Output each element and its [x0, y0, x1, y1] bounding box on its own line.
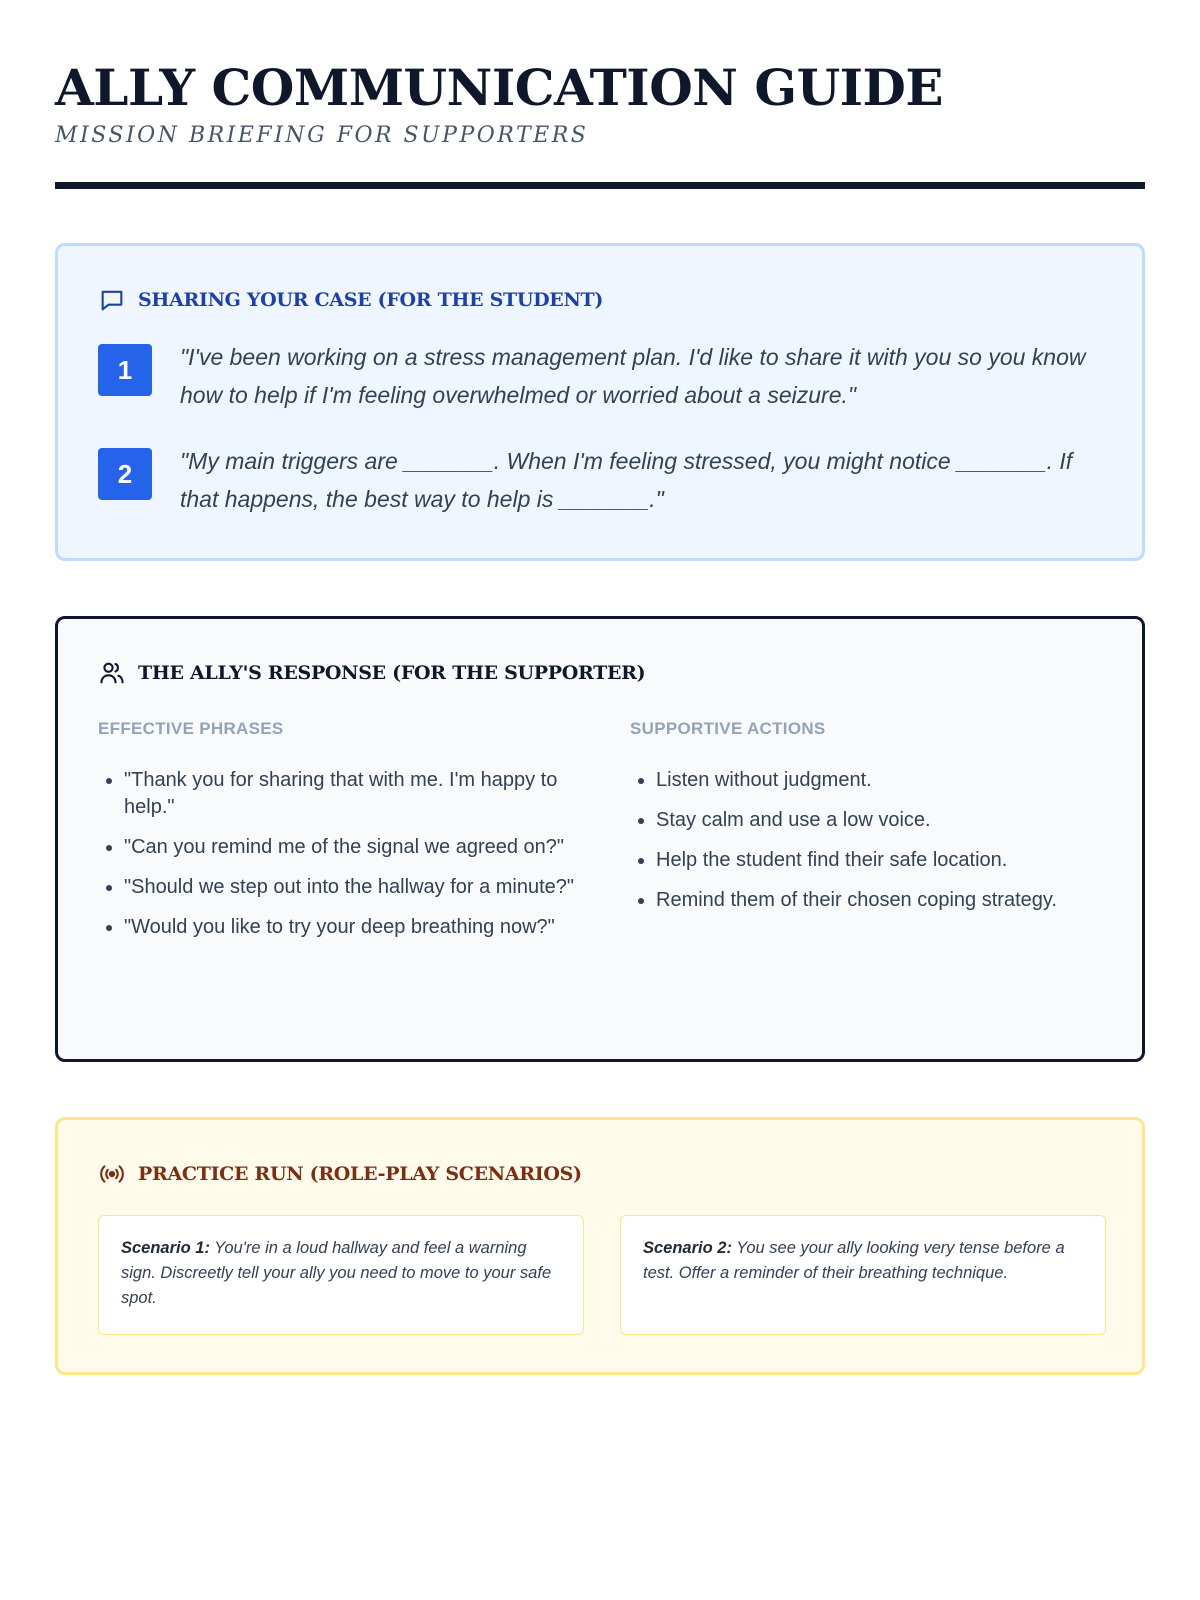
scenario-text: You're in a loud hallway and feel a warning sign. Discreetly tell your ally you need to move to your safe spot. — [121, 1239, 552, 1307]
effective-phrases-heading: EFFECTIVE PHRASES — [98, 719, 284, 738]
effective-phrases-column — [98, 719, 578, 954]
list-item: • Listen without judgment. — [656, 767, 1110, 794]
radio-broadcast-icon — [98, 1160, 126, 1188]
list-item: • Stay calm and use a low voice. — [656, 807, 1110, 834]
scenario-card — [98, 1215, 584, 1335]
scenario-label: Scenario 2: — [643, 1239, 732, 1257]
step-script-text: "My main triggers are _______. When I'm feeling stressed, you might notice _______. If that happens, the best way to help is _______." — [180, 448, 1073, 512]
supportive-actions-list — [630, 767, 1110, 914]
ally-response-card — [55, 616, 1145, 1062]
sharing-step — [98, 338, 1108, 414]
scenario-label: Scenario 1: — [121, 1239, 210, 1257]
sharing-card-title: SHARING YOUR CASE (FOR THE STUDENT) — [138, 289, 604, 311]
step-script-text: "I've been working on a stress management plan. I'd like to share it with you so you know how to help if I'm feeling overwhelmed or worried about a seizure." — [180, 344, 1086, 408]
users-icon — [98, 659, 126, 687]
list-item: • Help the student find their safe location. — [656, 847, 1110, 874]
page-subtitle: MISSION BRIEFING FOR SUPPORTERS — [55, 123, 589, 148]
header-divider — [55, 182, 1145, 189]
supportive-actions-column — [630, 719, 1110, 927]
sharing-card-header — [98, 286, 603, 314]
step-number-badge: 2 — [98, 448, 152, 500]
page-title: ALLY COMMUNICATION GUIDE — [55, 58, 944, 117]
practice-card — [55, 1117, 1145, 1375]
list-item: • "Should we step out into the hallway for a minute?" — [124, 874, 578, 901]
supportive-actions-heading: SUPPORTIVE ACTIONS — [630, 719, 826, 738]
scenario-card — [620, 1215, 1106, 1335]
message-square-icon — [98, 286, 126, 314]
sharing-card — [55, 243, 1145, 561]
list-item: • "Can you remind me of the signal we agreed on?" — [124, 834, 578, 861]
list-item: • "Would you like to try your deep breathing now?" — [124, 914, 578, 941]
header — [55, 0, 1145, 189]
step-number-badge: 1 — [98, 344, 152, 396]
practice-card-header — [98, 1160, 582, 1188]
list-item: • "Thank you for sharing that with me. I'm happy to help." — [124, 767, 578, 821]
practice-card-title: PRACTICE RUN (ROLE-PLAY SCENARIOS) — [138, 1163, 582, 1185]
effective-phrases-list — [98, 767, 578, 941]
ally-card-title: THE ALLY'S RESPONSE (FOR THE SUPPORTER) — [138, 662, 646, 684]
list-item: • Remind them of their chosen coping strategy. — [656, 887, 1110, 914]
ally-card-header — [98, 659, 645, 687]
scenario-text: You see your ally looking very tense before a test. Offer a reminder of their breathing technique. — [643, 1239, 1065, 1282]
sharing-step — [98, 442, 1108, 518]
